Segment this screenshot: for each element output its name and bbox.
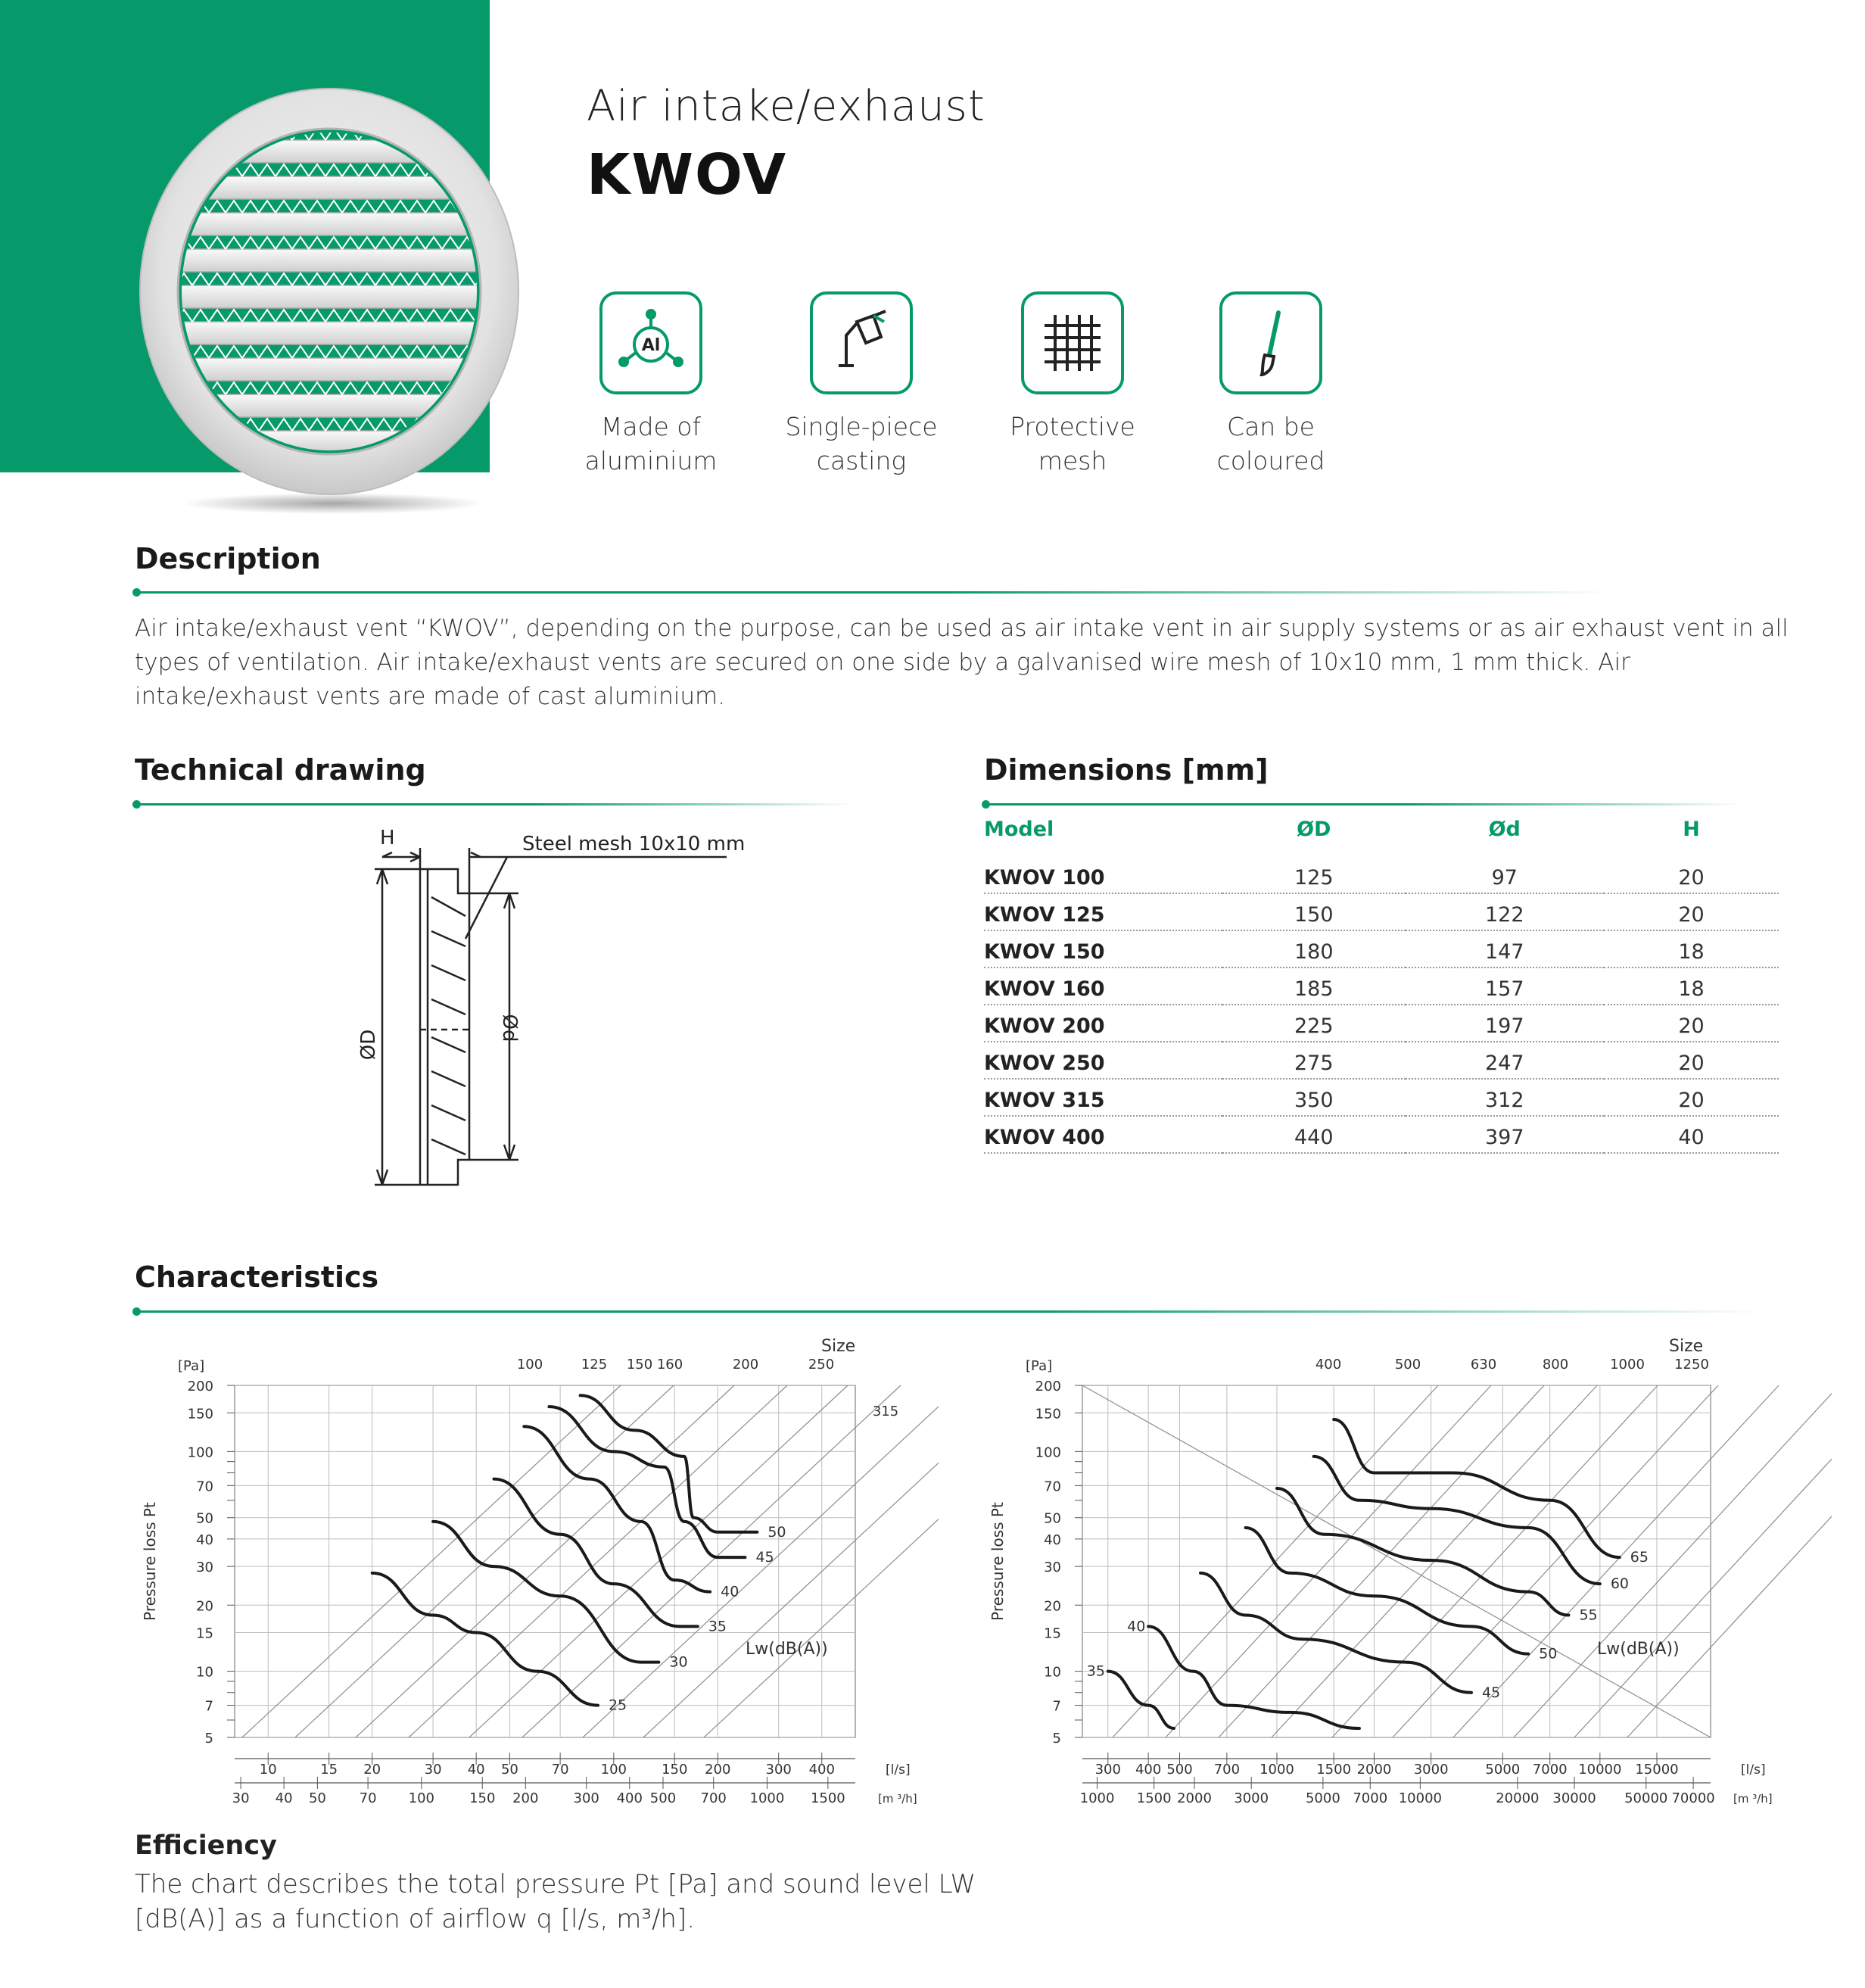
y-unit-label: [Pa] [178,1358,205,1374]
series-label: 45 [755,1549,774,1566]
y-tick-label: 10 [196,1664,213,1681]
size-label: 630 [1470,1357,1497,1373]
table-cell: 20 [1604,1005,1779,1042]
size-line [295,1385,674,1737]
table-cell: 20 [1604,893,1779,930]
series-line [1108,1672,1174,1728]
x-tick-label-m3h: 1000 [1079,1790,1115,1806]
series-line [581,1395,758,1532]
x-tick-label: 200 [705,1762,731,1778]
y-tick-label: 20 [1044,1598,1061,1615]
x-tick-label-m3h: 50000 [1624,1790,1668,1806]
x-tick-label-m3h: 10000 [1398,1790,1443,1806]
x-tick-label: 100 [600,1762,627,1778]
x-tick-label: 1500 [1316,1762,1352,1778]
x-tick-label-m3h: 500 [649,1790,677,1806]
x-unit-m3h: [m ³/h] [1733,1792,1773,1806]
size-line [469,1385,848,1737]
x-tick-label: 15 [320,1762,338,1778]
efficiency-text: The chart describes the total pressure Pt [Pa] and sound level LW [dB(A)] as a function of airflow q [l/s, m³/h]. [135,1869,976,1934]
x-tick-label-m3h: 300 [573,1790,599,1806]
x-tick-label: 3000 [1413,1762,1449,1778]
x-tick-label: 700 [1213,1762,1241,1778]
x-tick-label: 300 [1094,1762,1121,1778]
series-label: 25 [608,1697,627,1714]
table-cell: 350 [1222,1079,1406,1116]
x-tick-label-m3h: 1500 [1136,1790,1172,1806]
characteristic-chart-large [976,1329,1832,1806]
drawing-label-outer-diameter: ØD [357,1029,380,1061]
table-row [984,893,1779,930]
x-tick-label: 10 [259,1762,277,1778]
table-row [984,1042,1779,1079]
x-tick-label: 5000 [1485,1762,1521,1778]
size-label: 250 [808,1357,835,1373]
y-unit-label: [Pa] [1026,1358,1053,1374]
table-cell: 225 [1222,1005,1406,1042]
table-cell: 147 [1406,930,1605,968]
table-row [984,1079,1779,1116]
table-cell: 197 [1406,1005,1605,1042]
x-tick-label: 1000 [1259,1762,1294,1778]
y-tick-label: 30 [196,1560,213,1576]
x-tick-label-m3h: 400 [616,1790,643,1806]
section-divider [136,1310,1764,1313]
x-tick-label-m3h: 20000 [1496,1790,1540,1806]
size-label: 160 [656,1357,683,1373]
y-axis-label: Pressure loss Pt [989,1502,1007,1621]
x-tick-label: 30 [424,1762,442,1778]
table-cell: 180 [1222,930,1406,968]
y-tick-label: 150 [187,1406,213,1422]
louvre-slat [159,285,500,308]
x-tick-label-m3h: 1000 [749,1790,785,1806]
size-label: 400 [1315,1357,1342,1373]
column-header: Model [984,818,1054,841]
size-label: 1250 [1674,1357,1709,1373]
x-tick-label-m3h: 2000 [1177,1790,1212,1806]
x-tick-label: 50 [500,1762,518,1778]
column-header: Ød [1488,818,1521,841]
x-tick-label-m3h: 150 [469,1790,496,1806]
size-line [1574,1385,1832,1737]
y-tick-label: 7 [204,1698,213,1715]
series-line [433,1522,659,1662]
y-tick-label: 200 [187,1379,213,1394]
paint-brush-icon [1219,291,1322,394]
table-cell: 312 [1406,1079,1605,1116]
louvre-slat [159,249,500,272]
product-image [129,83,530,515]
size-label: 150 [626,1357,653,1373]
table-row [984,930,1779,968]
series-label: 30 [669,1653,688,1671]
x-tick-label: 70 [551,1762,569,1778]
feature-casting [755,291,967,478]
table-cell: 150 [1222,893,1406,930]
x-tick-label-m3h: 3000 [1234,1790,1269,1806]
x-tick-label-m3h: 30 [232,1790,250,1806]
table-cell: 122 [1406,893,1605,930]
drawing-label-h: H [380,827,395,849]
column-header: ØD [1297,818,1331,841]
y-tick-label: 70 [196,1479,213,1495]
size-label: 100 [516,1357,543,1373]
aluminium-symbol: Al [641,336,661,355]
table-cell: KWOV 125 [984,893,1222,930]
section-divider [136,591,1612,594]
series-label: 35 [1086,1662,1105,1680]
series-label: 40 [1127,1618,1146,1635]
feature-aluminium [545,291,757,478]
series-label: 50 [767,1523,786,1541]
section-divider [136,803,855,805]
table-row [984,857,1779,893]
x-tick-label-m3h: 7000 [1353,1790,1388,1806]
size-line [522,1385,901,1737]
louvre-slat [159,358,500,381]
x-tick-label-m3h: 5000 [1305,1790,1340,1806]
y-tick-label: 70 [1044,1479,1061,1495]
y-tick-label: 40 [1044,1532,1061,1548]
table-cell: 20 [1604,1079,1779,1116]
x-tick-label: 7000 [1532,1762,1568,1778]
table-cell: KWOV 250 [984,1042,1222,1079]
product-title: KWOV [587,142,788,207]
feature-colour [1165,291,1377,478]
table-cell: KWOV 150 [984,930,1222,968]
y-tick-label: 5 [1052,1731,1061,1747]
x-tick-label: 10000 [1578,1762,1622,1778]
feature-mesh [967,291,1178,478]
size-title: Size [1669,1337,1704,1356]
y-tick-label: 10 [1044,1664,1061,1681]
series-label: 50 [1539,1645,1558,1662]
feature-label: Can be coloured [1216,412,1325,475]
series-label: 35 [708,1618,727,1635]
size-label: 1000 [1610,1357,1645,1373]
mesh-grid-icon [1021,291,1124,394]
table-cell: 397 [1406,1116,1605,1153]
y-tick-label: 7 [1052,1698,1061,1715]
series-label: 55 [1579,1606,1598,1624]
x-tick-label: 15000 [1635,1762,1679,1778]
size-label: 315 [872,1404,899,1419]
table-cell: KWOV 160 [984,968,1222,1005]
drawing-label-inner-diameter: Ød [498,1014,521,1042]
size-line [409,1385,787,1737]
y-tick-label: 40 [196,1532,213,1548]
x-tick-label: 400 [808,1762,835,1778]
table-cell: 247 [1406,1042,1605,1079]
table-row [984,1116,1779,1153]
dimensions-table [984,818,1779,1154]
size-line [704,1385,939,1737]
size-title: Size [821,1337,856,1356]
table-cell: 20 [1604,857,1779,893]
y-tick-label: 50 [1044,1510,1061,1527]
x-unit-m3h: [m ³/h] [878,1792,917,1806]
table-cell: 40 [1604,1116,1779,1153]
section-title-technical-drawing: Technical drawing [135,753,426,787]
x-tick-label-m3h: 700 [700,1790,727,1806]
table-row [984,1005,1779,1042]
x-tick-label-m3h: 50 [308,1790,326,1806]
louvre-slat [159,213,500,235]
feature-label: Protective mesh [1010,412,1135,475]
table-cell: 185 [1222,968,1406,1005]
y-tick-label: 30 [1044,1560,1061,1576]
size-line [1514,1385,1832,1737]
y-tick-label: 50 [196,1510,213,1527]
louvre-slat [159,322,500,344]
table-cell: 157 [1406,968,1605,1005]
x-tick-label: 40 [467,1762,485,1778]
x-tick-label: 500 [1166,1762,1193,1778]
x-tick-label-m3h: 1500 [810,1790,845,1806]
series-label: 45 [1481,1684,1501,1701]
aluminium-atom-icon [599,291,702,394]
x-tick-label: 400 [1135,1762,1162,1778]
table-cell: KWOV 200 [984,1005,1222,1042]
x-tick-label: 20 [363,1762,381,1778]
lw-label: Lw(dB(A)) [746,1640,828,1659]
section-title-dimensions: Dimensions [mm] [984,753,1269,787]
x-tick-label: 150 [662,1762,688,1778]
lw-label: Lw(dB(A)) [1597,1640,1680,1659]
y-tick-label: 15 [196,1625,213,1642]
efficiency-title: Efficiency [135,1831,277,1861]
y-tick-label: 100 [1035,1444,1061,1461]
y-tick-label: 5 [204,1731,213,1747]
feature-label: Made of aluminium [584,412,718,475]
y-tick-label: 100 [187,1444,213,1461]
size-label: 200 [732,1357,759,1373]
x-unit-ls: [l/s] [886,1762,911,1778]
series-line [1334,1419,1620,1557]
x-tick-label-m3h: 40 [275,1790,293,1806]
table-cell: 440 [1222,1116,1406,1153]
x-tick-label-m3h: 30000 [1552,1790,1596,1806]
series-line [494,1479,698,1627]
x-tick-label: 300 [765,1762,792,1778]
table-cell: 275 [1222,1042,1406,1079]
x-tick-label-m3h: 70000 [1671,1790,1715,1806]
characteristic-chart-small [129,1329,939,1806]
table-cell: 20 [1604,1042,1779,1079]
y-tick-label: 200 [1035,1379,1061,1394]
y-tick-label: 20 [196,1598,213,1615]
table-cell: KWOV 100 [984,857,1222,893]
table-row [984,968,1779,1005]
casting-ladle-icon [810,291,913,394]
y-tick-label: 150 [1035,1406,1061,1422]
series-label: 40 [721,1583,739,1600]
technical-drawing [333,825,757,1204]
feature-label: Single-piece casting [785,412,938,475]
description-text: Air intake/exhaust vent “KWOV”, depending on the purpose, can be used as air intake vent in air supply systems or as air exhaust vent in all types of ventilation. Air intake/exhaust vents are secured on one side by a galvanised wire mesh of 10x10 mm, 1 mm thick. Air intake/exhaust vents are made of cast aluminium. [135,615,1789,710]
y-tick-label: 15 [1044,1625,1061,1642]
x-tick-label-m3h: 70 [359,1790,377,1806]
section-title-characteristics: Characteristics [135,1260,379,1294]
size-label: 800 [1542,1357,1569,1373]
x-tick-label-m3h: 200 [512,1790,539,1806]
column-header: H [1683,818,1700,841]
size-label: 500 [1394,1357,1421,1373]
x-tick-label-m3h: 100 [408,1790,435,1806]
table-cell: 18 [1604,968,1779,1005]
series-label: 60 [1610,1575,1630,1593]
table-cell: KWOV 400 [984,1116,1222,1153]
drawing-label-mesh: Steel mesh 10x10 mm [522,833,746,855]
x-unit-ls: [l/s] [1741,1762,1766,1778]
series-label: 65 [1630,1549,1649,1566]
section-divider [985,803,1742,805]
table-cell: KWOV 315 [984,1079,1222,1116]
product-subtitle: Air intake/exhaust [587,82,985,131]
y-axis-label: Pressure loss Pt [141,1502,159,1621]
x-tick-label: 2000 [1356,1762,1392,1778]
table-cell: 97 [1406,857,1605,893]
series-line [549,1407,745,1557]
size-label: 125 [581,1357,608,1373]
table-cell: 125 [1222,857,1406,893]
section-title-description: Description [135,542,321,575]
table-cell: 18 [1604,930,1779,968]
